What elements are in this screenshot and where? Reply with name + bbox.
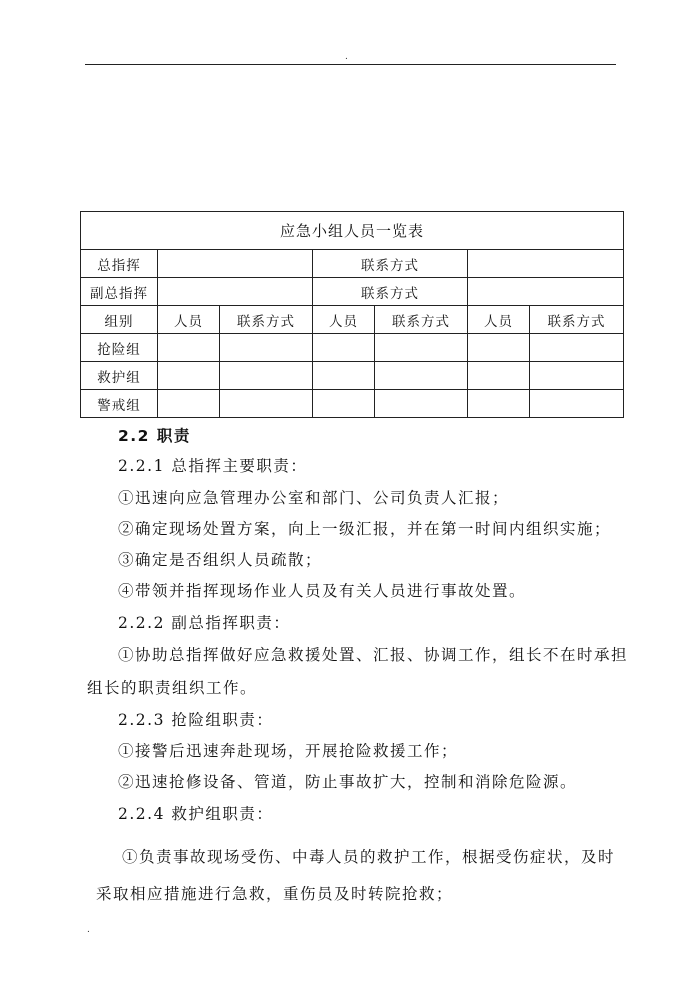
table-cell xyxy=(530,334,624,362)
commander-label: 总指挥 xyxy=(81,250,158,278)
deputy-contact-cell xyxy=(468,278,624,306)
header-rule xyxy=(85,64,616,65)
subsection-heading: 2.2.2 副总指挥职责： xyxy=(118,614,291,632)
subsection-heading: 2.2.4 救护组职责： xyxy=(118,805,274,823)
duty-item: ②迅速抢修设备、管道，防止事故扩大，控制和消除危险源。 xyxy=(118,773,578,791)
footer-mark: . xyxy=(87,925,90,935)
table-cell xyxy=(530,390,624,418)
commander-contact-cell xyxy=(468,250,624,278)
duty-item-continuation: 采取相应措施进行急救，重伤员及时转院抢救； xyxy=(96,885,454,903)
table-cell xyxy=(468,362,530,390)
duty-item: ①负责事故现场受伤、中毒人员的救护工作，根据受伤症状，及时 xyxy=(122,848,616,866)
contact-column-header: 联系方式 xyxy=(220,306,313,334)
table-cell xyxy=(468,334,530,362)
group-name: 警戒组 xyxy=(81,390,158,418)
duty-item: ③确定是否组织人员疏散； xyxy=(118,551,323,569)
group-name: 抢险组 xyxy=(81,334,158,362)
deputy-name-cell xyxy=(158,278,313,306)
table-cell xyxy=(220,390,313,418)
commander-name-cell xyxy=(158,250,313,278)
duty-item: ④带领并指挥现场作业人员及有关人员进行事故处置。 xyxy=(118,582,527,600)
duty-item: ②确定现场处置方案，向上一级汇报，并在第一时间内组织实施； xyxy=(118,520,612,538)
deputy-row xyxy=(81,278,624,306)
table-cell xyxy=(158,390,220,418)
table-cell xyxy=(220,334,313,362)
table-row xyxy=(81,390,624,418)
commander-row xyxy=(81,250,624,278)
header-mark: . xyxy=(345,52,348,62)
table-cell xyxy=(375,390,468,418)
contact-column-header: 联系方式 xyxy=(530,306,624,334)
commander-contact-label: 联系方式 xyxy=(313,250,468,278)
table-header-row xyxy=(81,306,624,334)
person-column-header: 人员 xyxy=(468,306,530,334)
deputy-label: 副总指挥 xyxy=(81,278,158,306)
table-cell xyxy=(158,362,220,390)
duty-item: ①协助总指挥做好应急救援处置、汇报、协调工作，组长不在时承担 xyxy=(118,646,629,664)
person-column-header: 人员 xyxy=(158,306,220,334)
table-cell xyxy=(468,390,530,418)
table-title: 应急小组人员一览表 xyxy=(81,212,624,250)
table-cell xyxy=(158,334,220,362)
table-cell xyxy=(375,362,468,390)
contact-column-header: 联系方式 xyxy=(375,306,468,334)
table-cell xyxy=(313,334,375,362)
table-cell xyxy=(530,362,624,390)
person-column-header: 人员 xyxy=(313,306,375,334)
table-cell xyxy=(313,390,375,418)
table-cell xyxy=(220,362,313,390)
subsection-heading: 2.2.3 抢险组职责： xyxy=(118,711,274,729)
subsection-heading: 2.2.1 总指挥主要职责： xyxy=(118,457,308,475)
table-row xyxy=(81,334,624,362)
duty-item: ①接警后迅速奔赴现场，开展抢险救援工作； xyxy=(118,742,459,760)
deputy-contact-label: 联系方式 xyxy=(313,278,468,306)
duty-item-continuation: 组长的职责组织工作。 xyxy=(87,679,258,697)
table-cell xyxy=(375,334,468,362)
emergency-team-table xyxy=(80,211,624,418)
table-title-row xyxy=(81,212,624,250)
group-column-header: 组别 xyxy=(81,306,158,334)
group-name: 救护组 xyxy=(81,362,158,390)
duty-item: ①迅速向应急管理办公室和部门、公司负责人汇报； xyxy=(118,489,510,507)
section-heading: 2.2 职责 xyxy=(118,427,191,445)
table-row xyxy=(81,362,624,390)
table-cell xyxy=(313,362,375,390)
